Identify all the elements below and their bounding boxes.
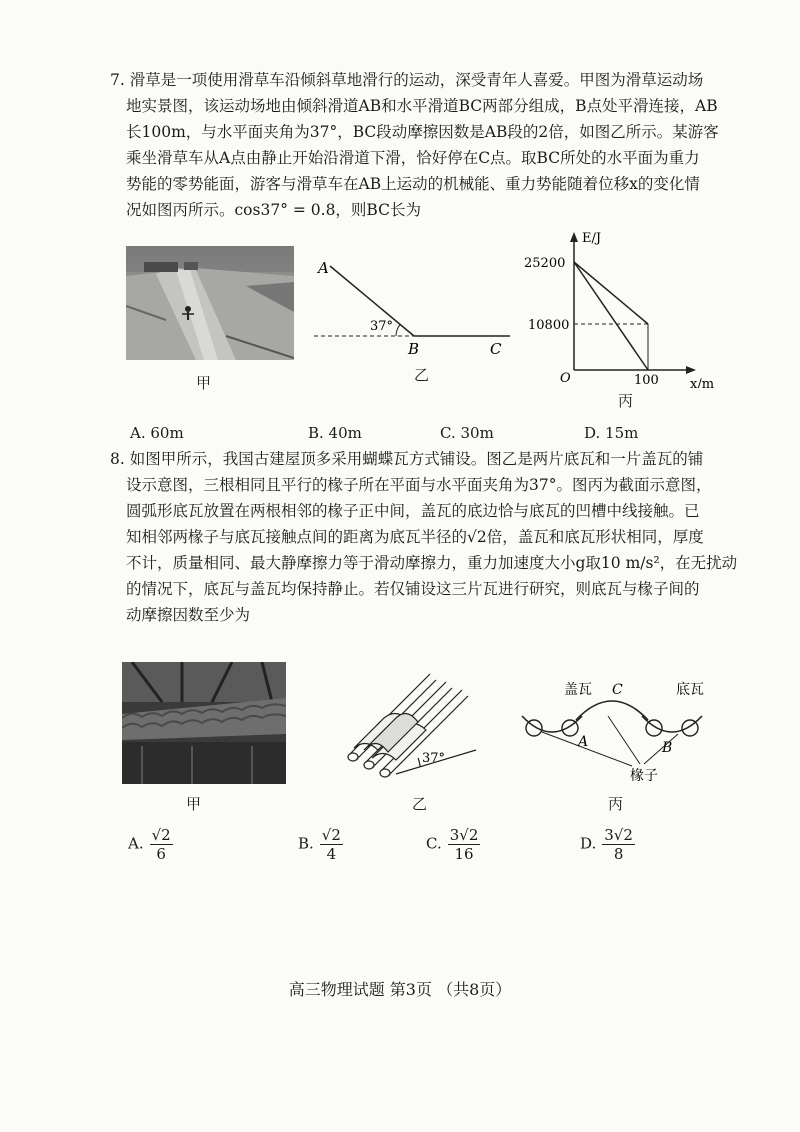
q7-graph-ylabel: E/J [582,231,602,246]
q8-option-c-letter: C. [426,834,442,853]
q7-label-C: C [490,340,502,358]
q7-graph-xlabel: x/m [690,377,715,388]
q7-option-c[interactable]: C. 30m [440,424,494,442]
q8-label-chuanzi: 椽子 [630,768,658,784]
q8-line-3: 圆弧形底瓦放置在两根相邻的椽子正中间，盖瓦的底边恰与底瓦的凹槽中线接触。已 [126,502,700,520]
q7-line-4: 乘坐滑草车从A点由静止开始沿滑道下滑，恰好停在C点。取BC所处的水平面为重力 [126,149,700,167]
q8-option-b-den: 4 [326,845,337,863]
q7-energy-graph [520,228,720,388]
q8-line-1: 8. 如图甲所示，我国古建屋顶多采用蝴蝶瓦方式铺设。图乙是两片底瓦和一片盖瓦的铺 [110,450,704,468]
q7-label-A: A [318,259,329,277]
q7-label-B: B [408,340,420,358]
q7-option-b[interactable]: B. 40m [308,424,362,442]
q8-caption-jia: 甲 [186,795,202,813]
q8-option-b[interactable] [298,826,343,863]
q8-option-b-num: √2 [321,826,341,844]
q8-diagram-rafters [336,670,496,784]
q8-option-c-num: 3√2 [449,826,479,844]
q8-caption-bing: 丙 [608,795,624,813]
q8-line-4: 知相邻两椽子与底瓦接触点间的距离为底瓦半径的√2倍，盖瓦和底瓦形状相同，厚度 [126,528,704,546]
q8-option-d-letter: D. [580,834,597,853]
q7-line-6: 况如图丙所示。cos37° = 0.8，则BC长为 [126,201,421,219]
q8-option-a-den: 6 [156,845,166,863]
q8-option-b-letter: B. [298,834,314,853]
q8-option-d[interactable] [580,826,635,863]
q7-line-2: 地实景图，该运动场地由倾斜滑道AB和水平滑道BC两部分组成，B点处平滑连接，AB [126,97,718,115]
q7-graph-origin: O [560,371,571,386]
q7-line-5: 势能的零势能面，游客与滑草车在AB上运动的机械能、重力势能随着位移x的变化情 [126,175,700,193]
q7-graph-ytick-mid: 10800 [528,318,570,333]
q8-option-a[interactable] [128,826,173,863]
q7-caption-yi: 乙 [414,366,430,384]
q8-caption-yi: 乙 [412,795,428,813]
q7-caption-jia: 甲 [196,374,212,392]
q8-line-2: 设示意图，三根相同且平行的椽子所在平面与水平面夹角为37°。图丙为截面示意图， [126,476,712,494]
q8-option-c-den: 16 [454,845,474,863]
q7-line-3: 长100m，与水平面夹角为37°，BC段动摩擦因数是AB段的2倍，如图乙所示。某游客 [126,123,719,141]
q7-angle-label: 37° [370,319,394,334]
q7-caption-bing: 丙 [618,392,634,410]
q8-option-d-den: 8 [613,845,624,863]
q8-option-a-letter: A. [128,834,144,853]
q7-option-a[interactable]: A. 60m [130,424,184,442]
q7-diagram-incline [310,256,520,366]
q8-photo-roof [122,662,286,784]
q8-option-c[interactable] [426,826,480,863]
q8-label-A: A [578,734,589,750]
q8-option-a-num: √2 [151,826,171,844]
q8-label-C: C [612,682,623,698]
q7-graph-ytick-top: 25200 [524,256,566,271]
q8-line-7: 动摩擦因数至少为 [126,606,251,624]
q8-label-gaiwa: 盖瓦 [564,682,592,698]
q7-graph-xtick: 100 [634,373,659,388]
q7-line-1: 7. 滑草是一项使用滑草车沿倾斜草地滑行的运动，深受青年人喜爱。甲图为滑草运动场 [110,71,704,89]
q8-label-diwa: 底瓦 [676,682,704,698]
q8-option-d-num: 3√2 [604,826,633,844]
q7-photo-ski-field [126,246,294,360]
q8-line-6: 的情况下，底瓦与盖瓦均保持静止。若仅铺设这三片瓦进行研究，则底瓦与椽子间的 [126,580,700,598]
q8-line-5: 不计，质量相同、最大静摩擦力等于滑动摩擦力，重力加速度大小g取10 m/s²，在无扰动 [126,554,738,572]
q7-option-d[interactable]: D. 15m [584,424,639,442]
page-footer: 高三物理试题 第3页 （共8页） [288,980,512,999]
q8-label-B: B [662,740,673,756]
q8-angle-label: 37° [422,751,446,766]
q8-diagram-cross-section [512,676,722,786]
